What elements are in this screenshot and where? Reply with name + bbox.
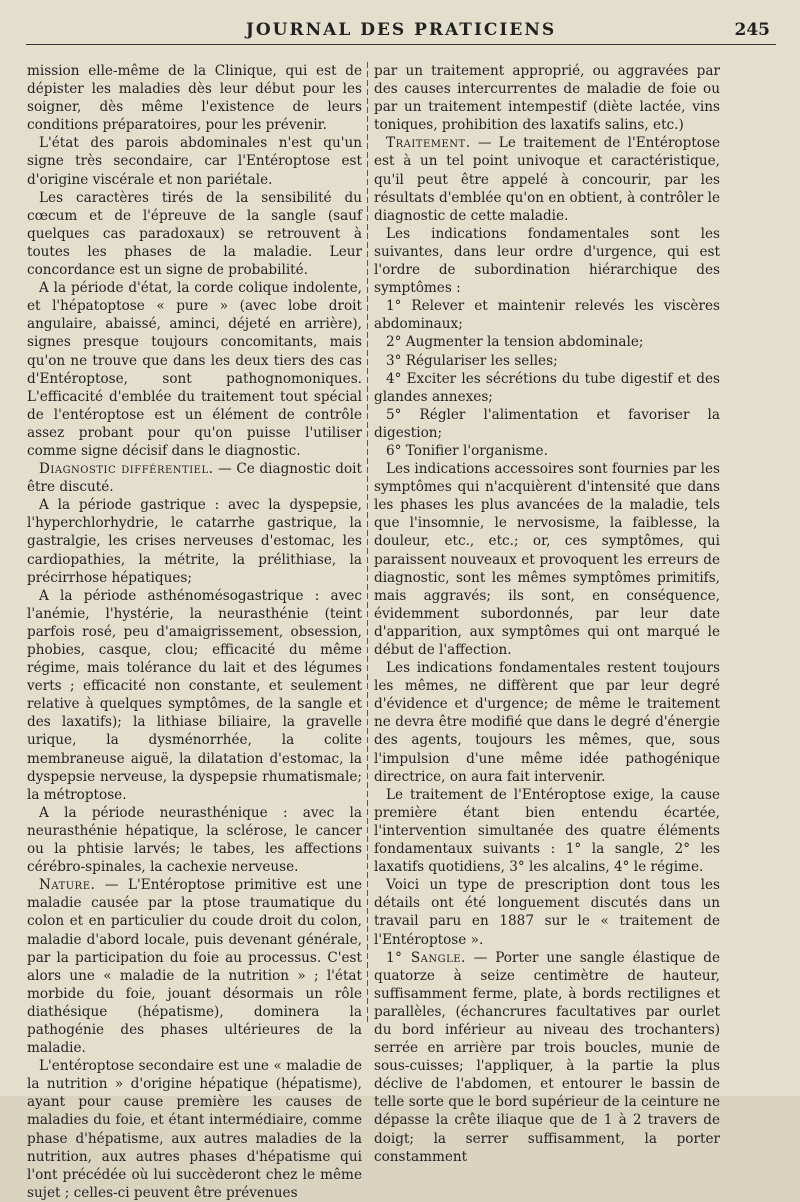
paragraph	[374, 134, 720, 224]
paragraph	[374, 949, 720, 1166]
paragraph-text: Les indications fondamentales sont les suivantes, dans leur ordre d'urgence, qui est l'ordre de subordination hiérarchique des symptômes :	[374, 225, 720, 297]
paragraph	[374, 62, 720, 134]
section-lead: Traitement.	[386, 135, 471, 152]
section-lead: Diagnostic différentiel.	[39, 461, 214, 478]
paragraph-text: mission elle-même de la Clinique, qui est de dépister les maladies dès leur début pour les soigner, dès même l'existence de leurs conditions préparatoires, pour les prévenir.	[27, 63, 362, 134]
journal-title: JOURNAL DES PRATICIENS	[245, 20, 557, 40]
paragraph-text: par un traitement approprié, ou aggravées par des causes intercurrentes de maladie de foie ou par un traitement intempestif (diète lactée, vins toniques, prohibition des laxatifs salins, etc.)	[374, 63, 720, 134]
right-text-column	[374, 62, 720, 1165]
paragraph-text: A la période asthénomésogastrique : avec l'anémie, l'hystérie, la neurasthénie (teint parfois rosé, peu d'amaigrissement, obsession, phobies, casque, clou; efficacité du même régime, mais tolérance du lait et des légumes verts ; efficacité non constante, et seulement relative à quelques symptômes, de la sangle et des laxatifs); la lithiase biliaire, la gravelle urique, la dysménorrhée, la colite membraneuse aiguë, la dilatation d'estomac, la dyspepsie nerveuse, la dyspepsie rhumatismale; la métroptose.	[27, 587, 362, 803]
paragraph-text: A la période gastrique : avec la dyspepsie, l'hyperchlorhydrie, le catarrhe gastrique, la gastralgie, les crises nerveuses d'estomac, les cardiopathies, la métrite, la prélithiase, la précirrhose hépatiques;	[27, 497, 362, 586]
section-lead: 1° Sangle.	[386, 949, 466, 966]
paragraph-text: — Porter une sangle élastique de quatorze à seize centimètre de hauteur, suffisamment ferme, plate, à bords rectilignes et parallèles, (échancrures facultatives par ourlet du bord inférieur au niveau des trochanters) serrée en arrière par trois boucles, munie de sous-cuisses; l'appliquer, à la partie la plus déclive de l'abdomen, et entourer le bassin de telle sorte que le bord supérieur de la ceinture ne dépasse la crête iliaque que de 1 à 2 travers de doigt; la serrer suffisamment, la porter constamment	[374, 949, 720, 1165]
paragraph	[374, 352, 720, 370]
paragraph-text: — Le traitement de l'Entéroptose est à un tel point univoque et caractéristique, qu'il peut être appelé à concourir, par les résultats d'emblée qu'on en obtient, à contrôler le diagnostic de cette maladie.	[374, 135, 720, 224]
page-number: 245	[734, 20, 770, 40]
paragraph-text: Les indications fondamentales restent toujours les mêmes, ne diffèrent que par leur degré d'évidence et d'urgence; de même le traitement ne devra être modifié que dans le degré d'énergie des agents, toujours les mêmes, que, sous l'impulsion d'une même idée pathogénique directrice, on aura fait intervenir.	[374, 660, 720, 785]
paragraph	[27, 460, 362, 496]
paragraph-text: — Ce diagnostic doit être discuté.	[27, 461, 362, 496]
paragraph-text: 2° Augmenter la tension abdominale;	[386, 334, 644, 351]
paragraph-text: L'entéroptose secondaire est une « maladie de la nutrition » d'origine hépatique (hépatisme), ayant pour cause première les causes de maladies du foie, et étant intermédiaire, comme phase d'hépatisme, aux autres maladies de la nutrition, aux autres phases d'hépatisme qui l'ont précédée où lui succèderont chez le même sujet ; celles-ci peuvent être prévenues	[27, 1058, 362, 1201]
column-divider	[367, 62, 368, 1022]
paragraph-text: 5° Régler l'alimentation et favoriser la digestion;	[374, 406, 720, 441]
paragraph	[27, 1057, 362, 1202]
paragraph-text: 3° Régulariser les selles;	[386, 352, 558, 369]
paragraph	[374, 460, 720, 659]
paragraph-text: Les indications accessoires sont fournies par les symptômes qui n'acquièrent d'intensité que dans les phases les plus avancées de la maladie, tels que l'insomnie, le nervosisme, la faiblesse, la douleur, etc., etc.; or, ces symptômes, qui paraissent nouveaux et provoquent les erreurs de diagnostic, sont les mêmes symptômes primitifs, mais aggravés; ils sont, en conséquence, évidemment subordonnés, par leur date d'apparition, aux symptômes qui ont marqué le début de l'affection.	[374, 461, 720, 658]
paragraph-text: — L'Entéroptose primitive est une maladie causée par la ptose traumatique du colon et en particulier du coude droit du colon, maladie d'abord locale, puis devenant générale, par la participation du foie au processus. C'est alors une « maladie de la nutrition » ; l'état morbide du foie, jouant désormais un rôle diathésique (hépatisme), dominera la pathogénie des phases ultérieures de la maladie.	[27, 877, 362, 1057]
paragraph	[27, 134, 362, 188]
paragraph	[27, 189, 362, 279]
left-text-column	[27, 62, 362, 1201]
paragraph	[374, 659, 720, 786]
paragraph-text: L'état des parois abdominales n'est qu'un signe très secondaire, car l'Entéroptose est d'origine viscérale et non pariétale.	[27, 135, 362, 188]
paragraph	[374, 786, 720, 876]
paragraph	[27, 62, 362, 134]
paragraph	[27, 279, 362, 460]
paragraph-text: 4° Exciter les sécrétions du tube digestif et des glandes annexes;	[374, 370, 720, 405]
paragraph-text: Le traitement de l'Entéroptose exige, la cause première étant bien entendu écartée, l'intervention simultanée des quatre éléments fondamentaux suivants : 1° la sangle, 2° les laxatifs quotidiens, 3° les alcalins, 4° le régime.	[374, 786, 720, 876]
paragraph	[374, 442, 720, 460]
paragraph	[374, 876, 720, 948]
paragraph-text: A la période neurasthénique : avec la neurasthénie hépatique, la sclérose, le cancer ou la phtisie larvés; le tabes, les affections cérébro-spinales, la cachexie nerveuse.	[27, 804, 362, 876]
paragraph	[374, 297, 720, 333]
paragraph	[374, 370, 720, 406]
paragraph	[374, 225, 720, 297]
section-lead: Nature.	[39, 877, 96, 894]
running-header	[26, 18, 776, 45]
paragraph	[374, 406, 720, 442]
paragraph	[27, 804, 362, 876]
paragraph-text: Voici un type de prescription dont tous les détails ont été longuement discutés dans un travail paru en 1887 sur le « traitement de l'Entéroptose ».	[374, 877, 720, 948]
paragraph	[27, 876, 362, 1057]
paragraph	[374, 333, 720, 351]
paragraph-text: 1° Relever et maintenir relevés les viscères abdominaux;	[374, 298, 720, 333]
paragraph-text: 6° Tonifier l'organisme.	[386, 442, 548, 459]
paragraph-text: Les caractères tirés de la sensibilité du cœcum et de l'épreuve de la sangle (sauf quelques cas paradoxaux) se retrouvent à toutes les phases de la maladie. Leur concordance est un signe de probabilité.	[27, 189, 362, 279]
paragraph-text: A la période d'état, la corde colique indolente, et l'hépatoptose « pure » (avec lobe droit angulaire, abaissé, aminci, déjeté en arrière), signes presque toujours concomitants, mais qu'on ne trouve que dans les deux tiers des cas d'Entéroptose, sont pathognomoniques. L'efficacité d'emblée du traitement tout spécial de l'entéroptose est un élément de contrôle assez probant pour qu'on puisse l'utiliser comme signe décisif dans le diagnostic.	[27, 280, 362, 459]
paragraph	[27, 587, 362, 804]
paragraph	[27, 496, 362, 586]
